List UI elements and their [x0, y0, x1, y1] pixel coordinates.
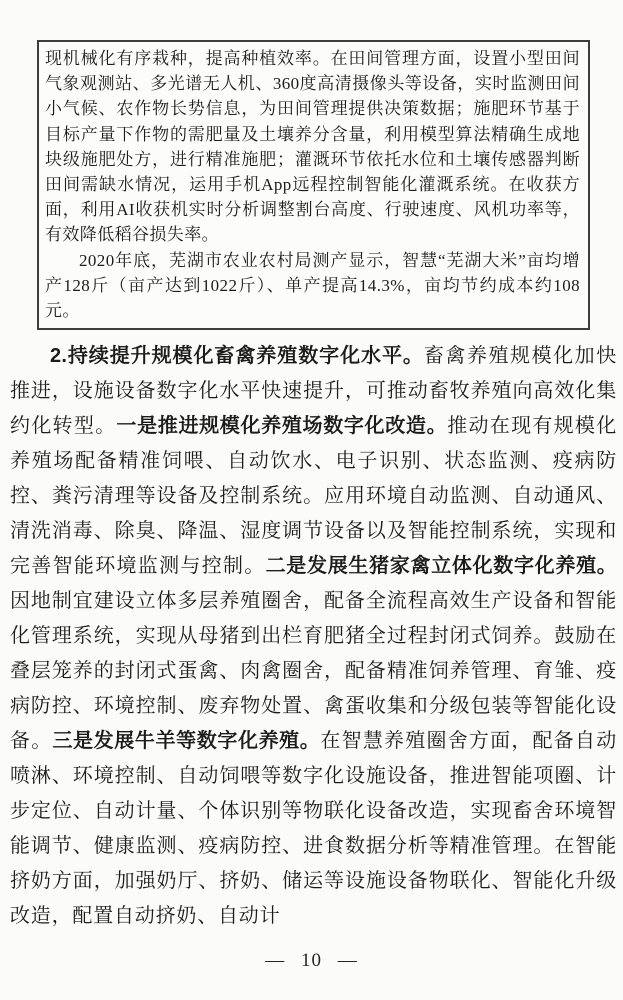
body-text-segment: 因地制宜建设立体多层养殖圈舍，配备全流程高效生产设备和智能化管理系统，实现从母猪到出栏育肥猪全过程封闭式饲养。鼓励在叠层笼养的封闭式蛋禽、肉禽圈舍，配备精准饲养管理、育雏、疫病防控、环境控制、废弃物处置、禽蛋收集和分级包装等智能化设备。	[10, 590, 617, 753]
body-paragraph	[10, 339, 617, 934]
case-study-box	[37, 40, 590, 330]
body-text-segment: 在智慧养殖圈舍方面，配备自动喷淋、环境控制、自动饲喂等数字化设施设备，推进智能项圈、计步定位、自动计量、个体识别等物联化设备改造，实现畜舍环境智能调节、健康监测、疫病防控、进食数据分析等精准管理。在智能挤奶方面，加强奶厅、挤奶、储运等设施设备物联化、智能化升级改造，配置自动挤奶、自动计	[10, 730, 617, 928]
body-text-segment: 畜禽养殖规模化加快推进，设施设备数字化水平快速提升，可推动畜牧养殖向高效化集约化转型。	[10, 345, 618, 438]
body-heading-segment: 一是推进规模化养殖场数字化改造。	[116, 415, 448, 438]
case-box-paragraph-2: 2020年底，芜湖市农业农村局测产显示，智慧“芜湖大米”亩均增产128斤（亩产达到1022斤）、单产提高14.3%，亩均节约成本约108元。	[45, 250, 580, 321]
case-box-paragraph-1: 现机械化有序栽种，提高种植效率。在田间管理方面，设置小型田间气象观测站、多光谱无人机、360度高清摄像头等设备，实时监测田间小气候、农作物长势信息，为田间管理提供决策数据；施肥环节基于目标产量下作物的需肥量及土壤养分含量，利用模型算法精确生成地块级施肥处方，进行精准施肥；灌溉环节依托水位和土壤传感器判断田间需缺水情况，运用手机App远程控制智能化灌溉系统。在收获方面，利用AI收获机实时分析调整割台高度、行驶速度、风机功率等，有效降低稻谷损失率。	[45, 49, 580, 245]
page-number: — 10 —	[265, 950, 358, 971]
body-heading-segment: 2.持续提升规模化畜禽养殖数字化水平。	[50, 345, 424, 368]
body-heading-segment: 三是发展牛羊等数字化养殖。	[52, 730, 321, 753]
body-text-segment: 推动在现有规模化养殖场配备精准饲喂、自动饮水、电子识别、状态监测、疫病防控、粪污清理等设备及控制系统。应用环境自动监测、自动通风、清洗消毒、除臭、降温、湿度调节设备以及智能控制系统，实现和完善智能环境监测与控制。	[10, 415, 618, 578]
body-heading-segment: 二是发展生猪家禽立体化数字化养殖。	[265, 555, 617, 578]
